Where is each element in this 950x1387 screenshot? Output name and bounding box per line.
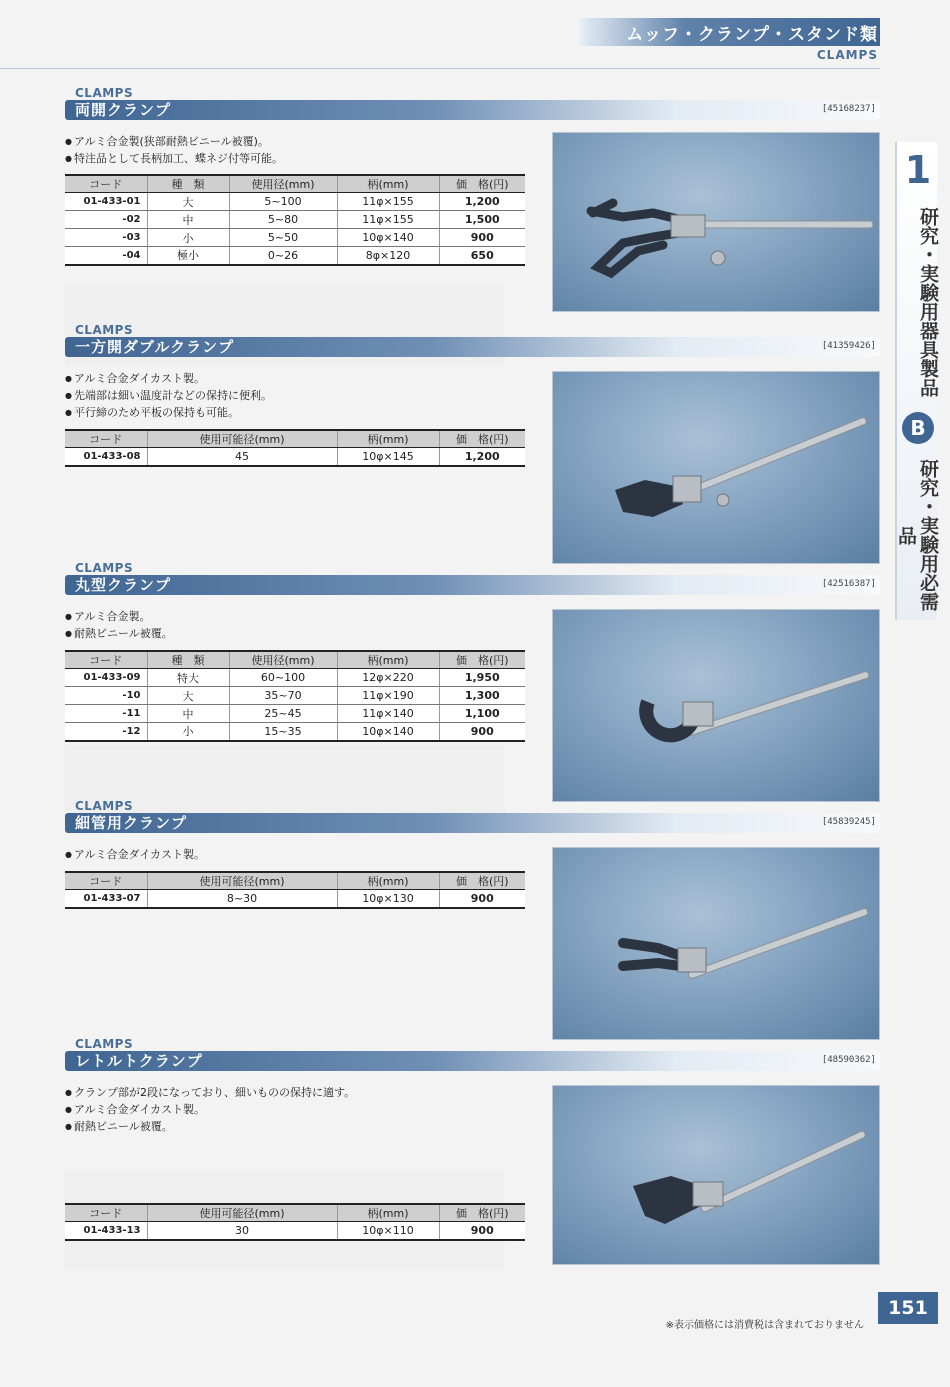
column-header: 価 格(円) (439, 175, 525, 193)
subchapter-title: 研究・実験用必需品 (895, 459, 939, 611)
cell-handle: 8φ×120 (337, 247, 439, 265)
column-header: 使用径(mm) (229, 175, 337, 193)
cell-type: 大 (147, 687, 229, 705)
table-row (65, 193, 525, 211)
section-label: CLAMPS (75, 1037, 134, 1051)
header-divider (0, 68, 880, 69)
cell-handle: 11φ×140 (337, 705, 439, 723)
cell-code: 01-433-08 (65, 448, 147, 466)
section-title-bar (65, 575, 880, 595)
section-label: CLAMPS (75, 86, 134, 100)
table-row (65, 448, 525, 466)
feature-item: ● アルミ合金ダイカスト製。 (65, 370, 272, 387)
cell-type: 中 (147, 211, 229, 229)
column-header: 柄(mm) (337, 1204, 439, 1222)
cell-price: 900 (439, 723, 525, 741)
feature-item: ● 耐熱ビニール被覆。 (65, 625, 173, 642)
cell-type: 特大 (147, 669, 229, 687)
feature-item: ● 特注品として長柄加工、蝶ネジ付等可能。 (65, 150, 283, 167)
table-row (65, 211, 525, 229)
product-photo (552, 847, 880, 1040)
spec-table (65, 174, 525, 266)
product-photo (552, 371, 880, 564)
column-header: コード (65, 175, 147, 193)
cell-code: -02 (65, 211, 147, 229)
spec-table (65, 650, 525, 742)
column-header: 使用可能径(mm) (147, 872, 337, 890)
table-row (65, 669, 525, 687)
section-code: [45839245] (821, 817, 876, 827)
cell-price: 1,500 (439, 211, 525, 229)
column-header: 価 格(円) (439, 872, 525, 890)
cell-range: 25~45 (229, 705, 337, 723)
clamp-illustration (553, 133, 879, 311)
section-title-bar (65, 100, 880, 120)
cell-price: 900 (439, 229, 525, 247)
cell-range: 45 (147, 448, 337, 466)
cell-price: 900 (439, 890, 525, 908)
table-row (65, 723, 525, 741)
column-header: 種 類 (147, 175, 229, 193)
product-photo (552, 1085, 880, 1265)
feature-item: ● アルミ合金製(狭部耐熱ビニール被覆)。 (65, 133, 283, 150)
column-header: コード (65, 651, 147, 669)
section-title: 細管用クランプ (75, 814, 188, 832)
cell-range: 35~70 (229, 687, 337, 705)
cell-range: 5~50 (229, 229, 337, 247)
column-header: 使用可能径(mm) (147, 430, 337, 448)
chapter-number: 1 (904, 148, 932, 192)
cell-range: 5~100 (229, 193, 337, 211)
section-label: CLAMPS (75, 799, 134, 813)
spec-table (65, 871, 525, 909)
column-header: 使用可能径(mm) (147, 1204, 337, 1222)
table-row (65, 247, 525, 265)
product-section-2 (65, 323, 880, 543)
cell-price: 1,200 (439, 193, 525, 211)
cell-handle: 11φ×155 (337, 193, 439, 211)
section-title-bar (65, 813, 880, 833)
cell-range: 15~35 (229, 723, 337, 741)
spec-table (65, 429, 525, 467)
cell-handle: 10φ×140 (337, 723, 439, 741)
cell-code: 01-433-01 (65, 193, 147, 211)
page-number: 151 (878, 1292, 938, 1324)
section-title: 丸型クランプ (75, 576, 172, 594)
feature-item: ● 先端部は細い温度計などの保持に便利。 (65, 387, 272, 404)
clamp-illustration (553, 1086, 879, 1264)
cell-price: 650 (439, 247, 525, 265)
column-header: 柄(mm) (337, 175, 439, 193)
cell-type: 小 (147, 229, 229, 247)
product-section-3 (65, 561, 880, 781)
column-header: 柄(mm) (337, 651, 439, 669)
cell-range: 30 (147, 1222, 337, 1240)
cell-price: 1,950 (439, 669, 525, 687)
cell-price: 1,300 (439, 687, 525, 705)
chapter-sidebar (895, 142, 937, 620)
table-row (65, 229, 525, 247)
table-row (65, 705, 525, 723)
section-title: レトルトクランプ (75, 1052, 203, 1070)
footnote: ※表示価格には消費税は含まれておりません (665, 1320, 864, 1331)
cell-type: 極小 (147, 247, 229, 265)
cell-handle: 10φ×140 (337, 229, 439, 247)
column-header: 柄(mm) (337, 872, 439, 890)
cell-handle: 10φ×130 (337, 890, 439, 908)
product-photo (552, 132, 880, 312)
cell-code: 01-433-13 (65, 1222, 147, 1240)
cell-handle: 10φ×145 (337, 448, 439, 466)
cell-type: 大 (147, 193, 229, 211)
column-header: 価 格(円) (439, 430, 525, 448)
feature-item: ● 耐熱ビニール被覆。 (65, 1118, 355, 1135)
feature-list (65, 370, 272, 421)
table-row (65, 1222, 525, 1240)
feature-item: ● 平行締のため平板の保持も可能。 (65, 404, 272, 421)
section-label: CLAMPS (75, 323, 134, 337)
product-section-4 (65, 799, 880, 1019)
spec-table (65, 1203, 525, 1241)
section-title: 両開クランプ (75, 101, 172, 119)
column-header: コード (65, 430, 147, 448)
section-title: 一方開ダブルクランプ (75, 338, 235, 356)
feature-item: ● クランプ部が2段になっており、細いものの保持に適す。 (65, 1084, 355, 1101)
clamp-illustration (553, 848, 879, 1039)
cell-code: -11 (65, 705, 147, 723)
column-header: 価 格(円) (439, 1204, 525, 1222)
feature-list (65, 846, 205, 863)
feature-item: ● アルミ合金ダイカスト製。 (65, 846, 205, 863)
cell-type: 中 (147, 705, 229, 723)
product-section-5 (65, 1037, 880, 1277)
subchapter-badge: B (902, 412, 934, 444)
column-header: 価 格(円) (439, 651, 525, 669)
column-header: コード (65, 1204, 147, 1222)
cell-range: 5~80 (229, 211, 337, 229)
column-header: 使用径(mm) (229, 651, 337, 669)
clamp-illustration (553, 610, 879, 801)
cell-range: 8~30 (147, 890, 337, 908)
column-header: 種 類 (147, 651, 229, 669)
section-code: [45168237] (821, 104, 876, 114)
cell-code: -03 (65, 229, 147, 247)
feature-list (65, 1084, 355, 1135)
cell-price: 1,200 (439, 448, 525, 466)
cell-code: 01-433-09 (65, 669, 147, 687)
table-row (65, 687, 525, 705)
section-label: CLAMPS (75, 561, 134, 575)
page-subtitle: CLAMPS (816, 48, 878, 62)
product-photo (552, 609, 880, 802)
section-code: [41359426] (821, 341, 876, 351)
cell-code: 01-433-07 (65, 890, 147, 908)
table-row (65, 890, 525, 908)
cell-range: 0~26 (229, 247, 337, 265)
cell-handle: 12φ×220 (337, 669, 439, 687)
section-code: [42516387] (821, 579, 876, 589)
cell-handle: 11φ×155 (337, 211, 439, 229)
cell-handle: 11φ×190 (337, 687, 439, 705)
chapter-title: 研究・実験用器具製品 (917, 207, 939, 397)
section-code: [48590362] (821, 1055, 876, 1065)
feature-list (65, 133, 283, 167)
cell-code: -04 (65, 247, 147, 265)
column-header: コード (65, 872, 147, 890)
page-title: ムッフ・クランプ・スタンド類 (626, 25, 878, 45)
cell-handle: 10φ×110 (337, 1222, 439, 1240)
clamp-illustration (553, 372, 879, 563)
cell-code: -10 (65, 687, 147, 705)
cell-price: 1,100 (439, 705, 525, 723)
feature-item: ● アルミ合金製。 (65, 608, 173, 625)
cell-type: 小 (147, 723, 229, 741)
column-header: 柄(mm) (337, 430, 439, 448)
feature-list (65, 608, 173, 642)
feature-item: ● アルミ合金ダイカスト製。 (65, 1101, 355, 1118)
cell-price: 900 (439, 1222, 525, 1240)
cell-range: 60~100 (229, 669, 337, 687)
product-section-1 (65, 86, 880, 286)
cell-code: -12 (65, 723, 147, 741)
